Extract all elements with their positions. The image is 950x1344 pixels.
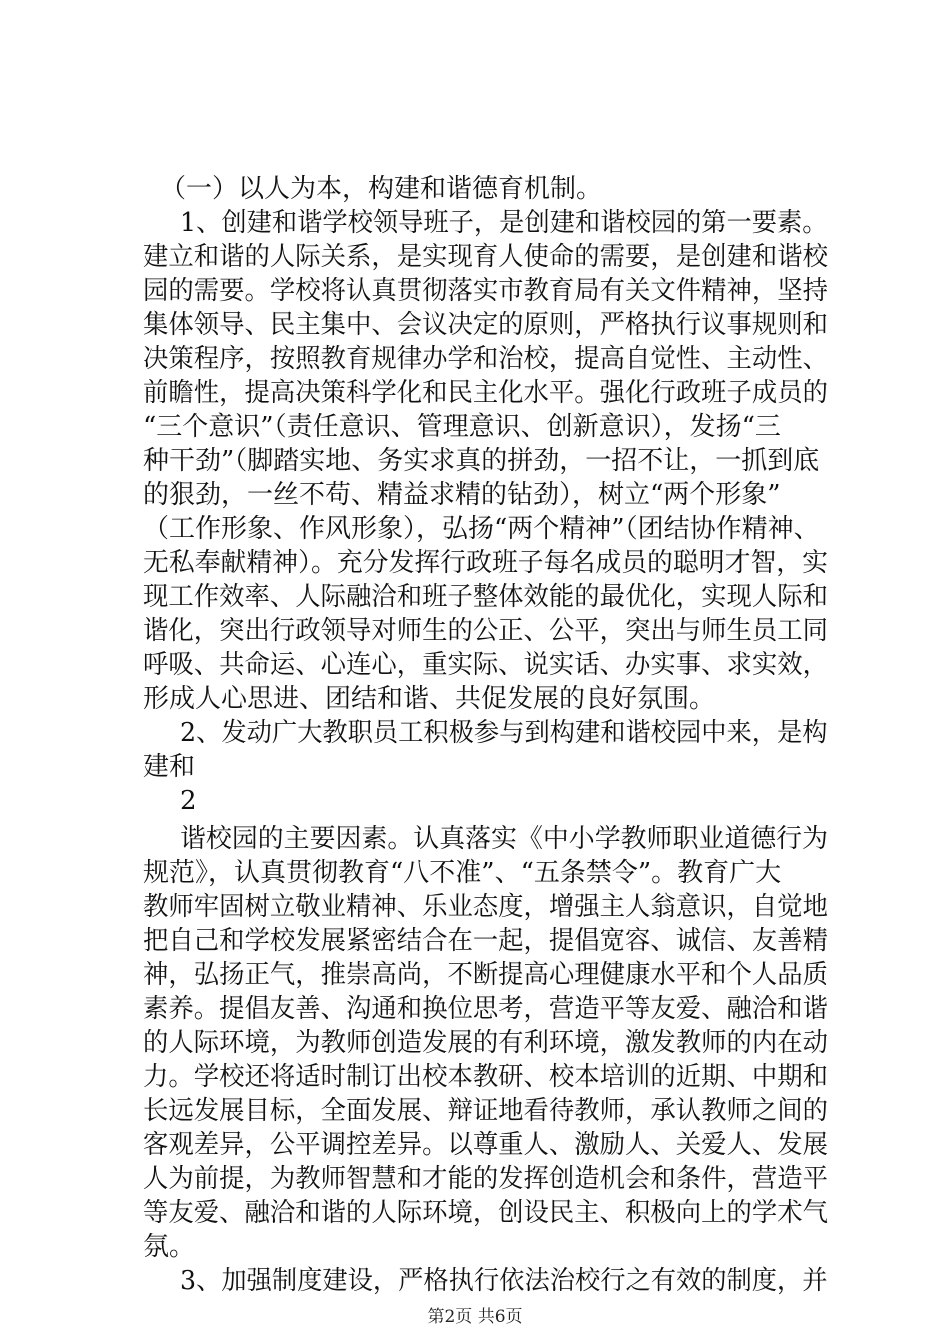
text-line: 等友爱、融洽和谐的人际环境，创设民主、积极向上的学术气 (143, 1198, 829, 1228)
text-line: “三个意识”（责任意识、管理意识、创新意识），发扬“三 (143, 412, 781, 442)
text-line: 规范》，认真贯彻教育“八不准”、“五条禁令”。教育广大 (143, 858, 782, 888)
text-line: 建和 (143, 752, 196, 782)
inline-page-number: 2 (180, 786, 197, 816)
text-line: 谐校园的主要因素。认真落实《中小学教师职业道德行为 (180, 824, 829, 854)
text-line: 建立和谐的人际关系，是实现育人使命的需要，是创建和谐校 (143, 242, 829, 272)
text-line: 客观差异，公平调控差异。以尊重人、激励人、关爱人、发展 (143, 1130, 829, 1160)
text-line: 氛。 (143, 1232, 196, 1262)
text-line: 决策程序，按照教育规律办学和治校，提高自觉性、主动性、 (143, 344, 829, 374)
text-line: 形成人心思进、团结和谐、共促发展的良好氛围。 (143, 684, 716, 714)
text-line: 无私奉献精神）。充分发挥行政班子每名成员的聪明才智，实 (143, 548, 829, 578)
text-line: 长远发展目标，全面发展、辩证地看待教师，承认教师之间的 (143, 1096, 829, 1126)
text-line: 现工作效率、人际融洽和班子整体效能的最优化，实现人际和 (143, 582, 829, 612)
text-line: （工作形象、作风形象），弘扬“两个精神”（团结协作精神、 (143, 514, 820, 544)
text-line: 前瞻性，提高决策科学化和民主化水平。强化行政班子成员的 (143, 378, 829, 408)
text-line: 呼吸、共命运、心连心，重实际、说实话、办实事、求实效， (143, 650, 829, 680)
text-line: 1、创建和谐学校领导班子，是创建和谐校园的第一要素。 (180, 208, 828, 238)
text-line: 集体领导、民主集中、会议决定的原则，严格执行议事规则和 (143, 310, 829, 340)
text-line: 种干劲”（脚踏实地、务实求真的拼劲，一招不让，一抓到底 (143, 446, 820, 476)
text-line: 教师牢固树立敬业精神、乐业态度，增强主人翁意识，自觉地 (143, 892, 829, 922)
text-line: （一）以人为本，构建和谐德育机制。 (160, 174, 603, 204)
text-line: 2、发动广大教职员工积极参与到构建和谐校园中来，是构 (180, 718, 828, 748)
text-line: 的狠劲，一丝不苟、精益求精的钻劲），树立“两个形象” (143, 480, 781, 510)
text-line: 力。学校还将适时制订出校本教研、校本培训的近期、中期和 (143, 1062, 829, 1092)
text-line: 3、加强制度建设，严格执行依法治校行之有效的制度，并 (180, 1266, 828, 1296)
text-line: 素养。提倡友善、沟通和换位思考，营造平等友爱、融洽和谐 (143, 994, 829, 1024)
text-line: 把自己和学校发展紧密结合在一起，提倡宽容、诚信、友善精 (143, 926, 829, 956)
text-line: 神，弘扬正气，推崇高尚，不断提高心理健康水平和个人品质 (143, 960, 829, 990)
page-footer: 第2页 共6页 (427, 1307, 523, 1327)
text-line: 人为前提，为教师智慧和才能的发挥创造机会和条件，营造平 (143, 1164, 829, 1194)
text-line: 谐化，突出行政领导对师生的公正、公平，突出与师生员工同 (143, 616, 829, 646)
text-line: 园的需要。学校将认真贯彻落实市教育局有关文件精神，坚持 (143, 276, 829, 306)
text-line: 的人际环境，为教师创造发展的有利环境，激发教师的内在动 (143, 1028, 829, 1058)
